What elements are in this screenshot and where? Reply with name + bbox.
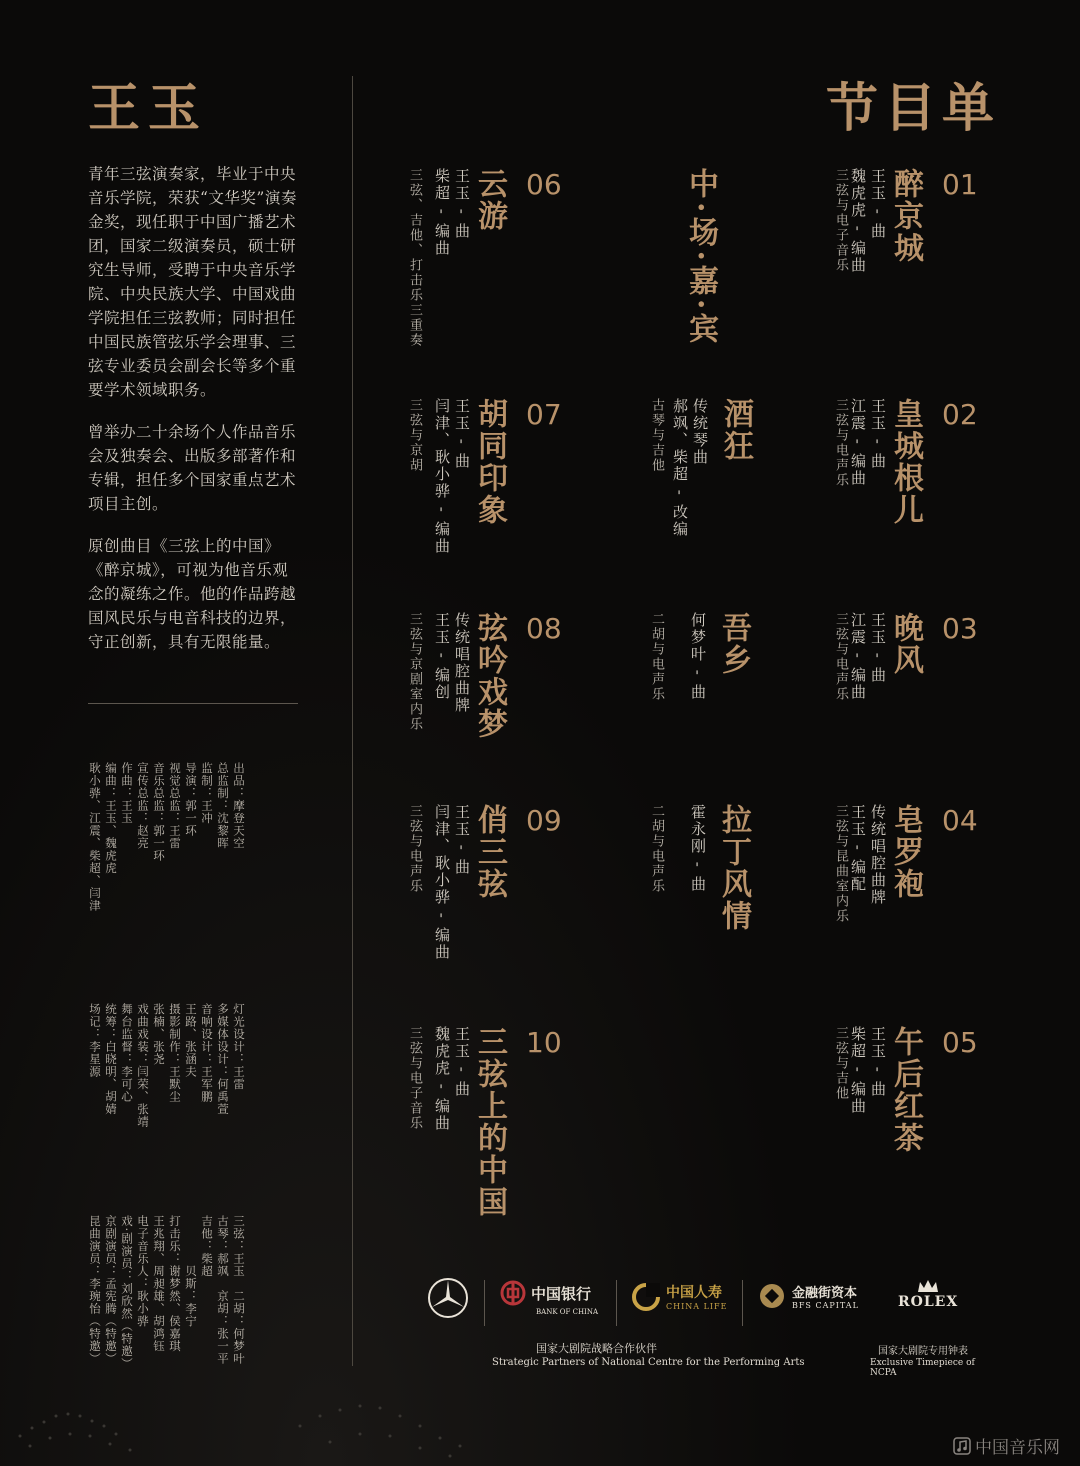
sponsor-sub: BANK OF CHINA: [536, 1308, 599, 1316]
item-instrumentation: 三弦与电声乐: [833, 612, 848, 702]
item-instrumentation: 三弦与昆曲室内乐: [833, 804, 848, 924]
item-credit: 王玉 - 曲: [453, 398, 471, 470]
item-credit: 郝飒、柴超 - 改编: [671, 398, 689, 538]
item-title: 皂罗袍: [888, 804, 923, 900]
credit-line: 昆曲演员：李琬怡（特邀）: [88, 1215, 102, 1365]
item-instrumentation: 二胡与电声乐: [649, 804, 664, 894]
item-credit: 江震 - 编曲: [849, 612, 867, 701]
item-instrumentation: 三弦与电声乐: [407, 804, 422, 894]
item-credit: 江震 - 编曲: [849, 398, 867, 487]
credit-line: 统筹：白晓明、胡婧: [104, 1003, 118, 1116]
item-instrumentation: 古琴与吉他: [649, 398, 664, 473]
item-title: 皇城根儿: [888, 398, 923, 526]
credit-line: 总监制：沈黎晖: [216, 762, 230, 850]
item-credit: 闫津、耿小骅 - 编曲: [433, 398, 451, 555]
partner-caption-en: Strategic Partners of National Centre for the Performing Arts: [492, 1357, 805, 1368]
sponsor-sub: CHINA LIFE: [666, 1302, 728, 1311]
item-credit: 魏虎虎 - 编曲: [849, 168, 867, 274]
item-number: 03: [942, 612, 978, 645]
item-title: 三弦上的中国: [472, 1026, 507, 1218]
program-item-09: [406, 804, 566, 961]
bio-paragraph: 原创曲目《三弦上的中国》《醉京城》，可视为他音乐观念的凝练之作。他的作品跨越国风民乐与电音科技的边界，守正创新，具有无限能量。: [88, 537, 297, 651]
credits-group-design: [88, 1003, 245, 1193]
item-credit: 柴超 - 编曲: [849, 1026, 867, 1115]
item-instrumentation: 三弦与吉他: [833, 1026, 848, 1101]
item-title: 午后红茶: [888, 1026, 923, 1154]
item-credit: 柴超 - 编曲: [433, 168, 451, 257]
credit-line: 王兆翔、周昶雄、胡鸿钰: [152, 1215, 166, 1353]
credit-line: 音乐总监：郭一环: [152, 762, 166, 862]
credit-line: 宣传总监：赵亮: [136, 762, 150, 850]
logo-separator: [484, 1280, 485, 1326]
credit-line: 三弦：王玉 二胡：何梦叶: [232, 1215, 246, 1365]
site-watermark: [953, 1433, 1060, 1458]
credit-line: 视觉总监：王雷: [168, 762, 182, 850]
credit-line: 戏·剧演员：刘欣然（特邀）: [120, 1215, 134, 1370]
item-credit: 王玉 - 编创: [433, 612, 451, 701]
program-item-05: [832, 1026, 982, 1154]
credit-line: 吉他：柴超: [200, 1215, 214, 1278]
bank-of-china-logo: [500, 1280, 598, 1316]
credit-line: 舞台监督：李可心: [120, 1003, 134, 1103]
item-credit: 王玉 - 曲: [453, 1026, 471, 1098]
credit-line: 场记：李星源: [88, 1003, 102, 1078]
item-instrumentation: 三弦与电子音乐: [407, 1026, 422, 1131]
bfs-capital-logo: [758, 1282, 859, 1310]
credit-line: 音响设计：王军鹏: [200, 1003, 214, 1103]
program-item-10: [406, 1026, 566, 1218]
credit-line: 灯光设计：王雷: [232, 1003, 246, 1091]
item-credit: 魏虎虎 - 编曲: [433, 1026, 451, 1132]
item-title: 晚风: [888, 612, 923, 676]
program-item-03: [832, 612, 982, 702]
credit-line: 出品：摩登天空: [232, 762, 246, 850]
item-title: 拉丁风情: [716, 804, 751, 932]
bank-of-china-icon: [500, 1280, 526, 1306]
china-life-icon: [632, 1283, 660, 1311]
item-credit: 传统琴曲: [691, 398, 709, 466]
item-credit: 传统唱腔曲牌: [453, 612, 471, 714]
program-item-06: [406, 168, 566, 348]
program-title: 节目单: [826, 78, 1001, 139]
rolex-caption-en: Exclusive Timepiece of NCPA: [870, 1358, 975, 1378]
item-title: 醉京城: [888, 168, 923, 264]
credit-line: 古琴：郝飒 京胡：张一平: [216, 1215, 230, 1365]
item-number: 10: [526, 1026, 562, 1059]
item-instrumentation: 三弦与京胡: [407, 398, 422, 473]
partner-caption-cn: 国家大剧院战略合作伙伴: [536, 1342, 657, 1355]
item-title: 酒狂: [718, 398, 753, 462]
sponsor-sub: BFS CAPITAL: [792, 1301, 859, 1310]
bio-paragraph: 青年三弦演奏家，毕业于中央音乐学院，荣获“文华奖”演奏金奖，现任职于中国广播艺术团，国家二级演奏员，硕士研究生导师，受聘于中央音乐学院、中央民族大学、中国戏曲学院担任三弦教师；同时担任中国民族管弦乐学会理事、三弦专业委员会副会长等多个重要学术领域职务。: [88, 165, 297, 399]
credit-line: 贝斯：李宁: [184, 1215, 198, 1328]
sponsor-name: 中国银行: [531, 1284, 592, 1303]
artist-name: 王玉: [88, 78, 209, 139]
item-instrumentation: 三弦与京剧室内乐: [407, 612, 422, 732]
item-title: 云游: [472, 168, 507, 232]
bio-paragraph: 曾举办二十余场个人作品音乐会及独奏会、出版多部著作和专辑，担任多个国家重点艺术项目主创。: [88, 423, 297, 513]
item-credit: 王玉 - 曲: [453, 804, 471, 876]
guest-item-3: [648, 804, 750, 932]
guest-item-1: [648, 398, 752, 538]
credit-line: 打击乐：谢梦然、侯嘉琪: [168, 1215, 182, 1353]
item-title: 弦吟戏梦: [472, 612, 507, 740]
credit-line: 张楠、张尧: [152, 1003, 166, 1066]
item-number: 05: [942, 1026, 978, 1059]
credits-group-production: [88, 762, 245, 952]
program-item-01: [832, 168, 982, 274]
rolex-logo: [898, 1278, 958, 1310]
item-number: 09: [526, 804, 562, 837]
program-item-08: [406, 612, 566, 740]
credit-line: 作曲：王玉: [120, 762, 134, 825]
item-instrumentation: 二胡与电声乐: [649, 612, 664, 702]
china-life-logo: [632, 1282, 727, 1311]
item-credit: 闫津、耿小骅 - 编曲: [433, 804, 451, 961]
divider: [88, 703, 298, 704]
credit-line: 电子音乐人：耿小骅: [136, 1215, 150, 1328]
item-number: 02: [942, 398, 978, 431]
item-number: 08: [526, 612, 562, 645]
credit-line: 京剧演员：孟宪腾（特邀）: [104, 1215, 118, 1365]
credit-line: 编曲：王玉、魏虎虎: [104, 762, 118, 875]
item-number: 01: [942, 168, 978, 201]
sponsor-name: ROLEX: [898, 1294, 959, 1310]
intermission-guest-heading: 中·场·嘉·宾: [683, 168, 718, 348]
item-number: 04: [942, 804, 978, 837]
credit-line: 导演：郭一环: [184, 762, 198, 837]
item-title: 俏三弦: [472, 804, 507, 900]
program-item-07: [406, 398, 566, 555]
item-credit: 霍永刚 - 曲: [689, 804, 707, 893]
credit-line: 王路、张涵夫: [184, 1003, 198, 1078]
credit-line: 多媒体设计：何禹萱: [216, 1003, 230, 1116]
item-instrumentation: 三弦与电子音乐: [833, 168, 848, 273]
item-instrumentation: 三弦与电声乐: [833, 398, 848, 488]
sponsor-name: 中国人寿: [666, 1285, 722, 1301]
item-credit: 传统唱腔曲牌: [869, 804, 887, 906]
sponsor-name: 金融街资本: [792, 1286, 858, 1301]
item-credit: 王玉 - 曲: [869, 1026, 887, 1098]
logo-separator: [616, 1280, 617, 1326]
item-instrumentation: 三弦、吉他、打击乐三重奏: [407, 168, 422, 348]
sponsor-bar: [420, 1270, 1000, 1390]
rolex-crown-icon: [916, 1278, 940, 1294]
logo-separator: [742, 1280, 743, 1326]
credit-line: 戏曲戏装：闫荣、张靖: [136, 1003, 150, 1128]
program-item-04: [832, 804, 982, 924]
item-title: 胡同印象: [472, 398, 507, 526]
item-credit: 何梦叶 - 曲: [689, 612, 707, 701]
music-note-icon: [953, 1437, 971, 1455]
guest-item-2: [648, 612, 750, 702]
credit-line: 监制：王冲: [200, 762, 214, 825]
item-credit: 王玉 - 曲: [869, 168, 887, 240]
item-credit: 王玉 - 曲: [869, 612, 887, 684]
item-credit: 王玉 - 编配: [849, 804, 867, 893]
item-credit: 王玉 - 曲: [453, 168, 471, 240]
item-title: 吾乡: [716, 612, 751, 676]
item-credit: 王玉 - 曲: [869, 398, 887, 470]
credit-line: 耿小骅、江震、柴超、闫津: [88, 762, 102, 912]
artist-bio: [88, 162, 300, 672]
credits-group-performers: [88, 1215, 245, 1385]
watermark-text: 中国音乐网: [975, 1438, 1060, 1458]
column-divider: [352, 76, 353, 1366]
program-item-02: [832, 398, 982, 526]
item-number: 07: [526, 398, 562, 431]
credit-line: 摄影制作：王默尘: [168, 1003, 182, 1103]
mercedes-star-icon: [426, 1276, 470, 1320]
item-number: 06: [526, 168, 562, 201]
rolex-caption-cn: 国家大剧院专用钟表: [878, 1346, 968, 1357]
bfs-capital-icon: [758, 1282, 786, 1310]
